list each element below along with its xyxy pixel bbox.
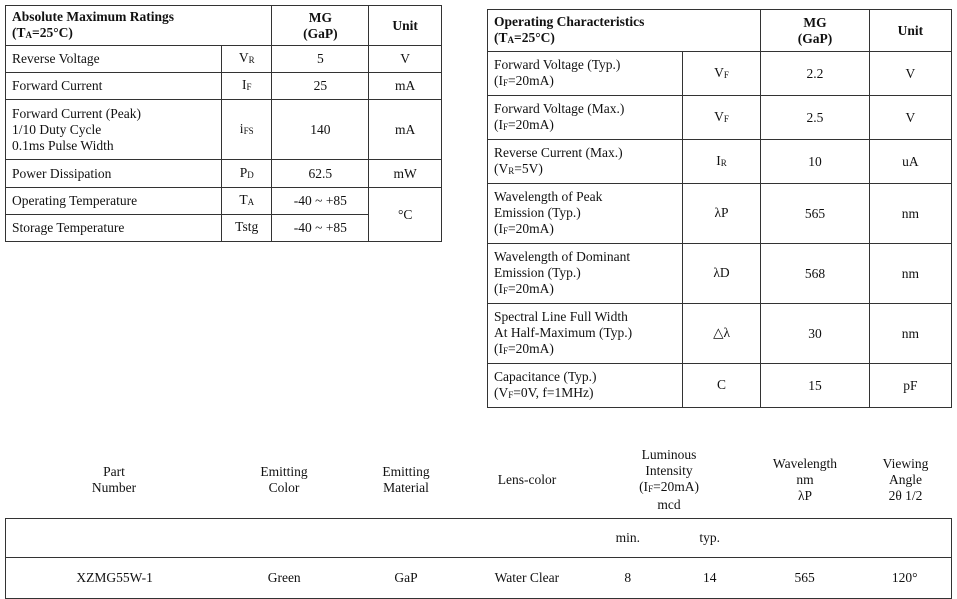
- table-row: Reverse Voltage VR 5 V: [6, 46, 442, 73]
- abs-title: Absolute Maximum Ratings: [12, 8, 175, 24]
- table-row: XZMG55W-1 Green GaP Water Clear 8 14 565 120°: [6, 558, 952, 599]
- op-title: Operating Characteristics: [494, 13, 645, 29]
- table-row: Reverse Current (Max.) (VR=5V) IR 10 uA: [488, 140, 952, 184]
- table-row: Forward Voltage (Max.) (IF=20mA) VF 2.5 V: [488, 96, 952, 140]
- table-row: Forward Current (Peak) 1/10 Duty Cycle 0.1ms Pulse Width iFS 140 mA: [6, 100, 442, 160]
- op-col-unit: Unit: [869, 10, 951, 52]
- table-row: Forward Voltage (Typ.) (IF=20mA) VF 2.2 V: [488, 52, 952, 96]
- table-row: Wavelength of Peak Emission (Typ.) (IF=20mA) λP 565 nm: [488, 184, 952, 244]
- part-table: [5, 518, 952, 599]
- op-col-mg: MG (GaP): [761, 10, 870, 52]
- op-title-cell: Operating Characteristics (TA=25°C): [488, 10, 761, 52]
- abs-col-mg: MG (GaP): [272, 6, 369, 46]
- min-label: min.: [587, 519, 669, 558]
- table-row: Forward Current IF 25 mA: [6, 73, 442, 100]
- col-emitting-color: Emitting Color: [260, 464, 308, 495]
- table-header-row: [6, 6, 442, 46]
- table-row: Capacitance (Typ.) (VF=0V, f=1MHz) C 15 pF: [488, 364, 952, 408]
- absolute-max-ratings-table: [5, 5, 442, 242]
- abs-title-cell: Absolute Maximum Ratings (TA=25°C): [6, 6, 272, 46]
- part-table-header: [5, 441, 952, 519]
- col-viewing-angle: Viewing Angle 2θ 1/2: [882, 456, 929, 503]
- col-emitting-material: Emitting Material: [382, 464, 430, 495]
- table-row: [6, 519, 952, 558]
- abs-col-unit: Unit: [369, 6, 442, 46]
- typ-label: typ.: [669, 519, 751, 558]
- table-row: Operating Temperature TA -40 ~ +85 °C: [6, 188, 442, 215]
- part-number: XZMG55W-1: [6, 558, 224, 599]
- table-row: Storage Temperature Tstg -40 ~ +85: [6, 215, 442, 242]
- col-luminous-intensity: Luminous Intensity (IF=20mA) mcd: [639, 447, 699, 512]
- col-part-number: Part Number: [91, 464, 137, 495]
- table-row: Spectral Line Full Width At Half-Maximum (Typ.) (IF=20mA) △λ 30 nm: [488, 304, 952, 364]
- operating-characteristics-table: [487, 9, 952, 408]
- table-row: Power Dissipation PD 62.5 mW: [6, 160, 442, 188]
- col-lens-color: Lens-color: [497, 472, 557, 487]
- table-header-row: [488, 10, 952, 52]
- table-row: Wavelength of Dominant Emission (Typ.) (IF=20mA) λD 568 nm: [488, 244, 952, 304]
- col-wavelength: Wavelength nm λP: [772, 456, 838, 503]
- temp-unit-cell: °C: [369, 188, 442, 242]
